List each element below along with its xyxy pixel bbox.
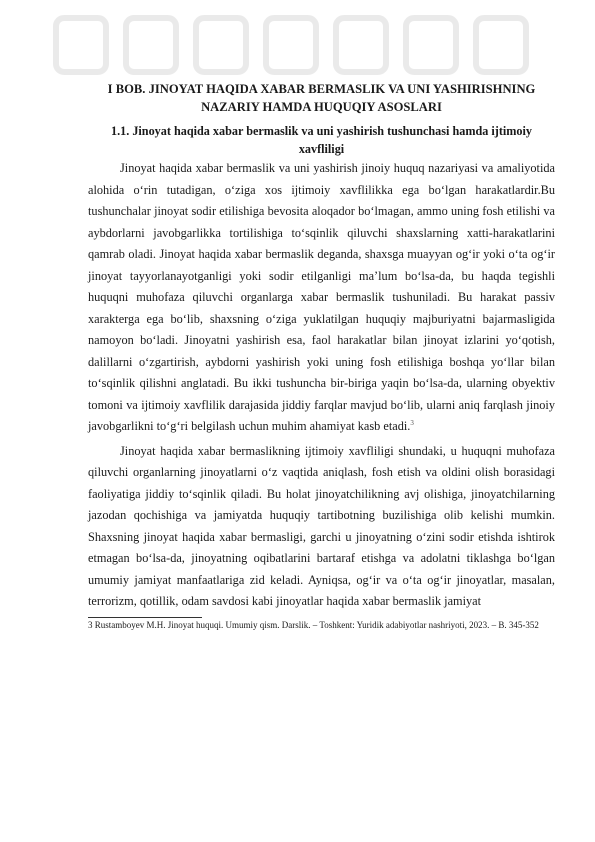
footnote-divider xyxy=(88,617,202,618)
paragraph-text: Jinoyat haqida xabar bermaslik va uni yashirish jinoiy huquq nazariyasi va amaliyotida alohida oʻrin tutadigan, oʻziga xos ijtimoiy xavflilikka ega boʻlgan harakatlardir.Bu tushunchalar jinoyat sodir etilishiga bevosita aloqador boʻlmagan, ammo uning fosh etilishi va aybdorlarni javobgarlikka tortilishiga toʻsqinlik qiluvchi shaxslarning xatti-harakatlarini qamrab oladi. Jinoyat haqida xabar bermaslik deganda, shaxsga muayyan ogʻir yoki oʻta ogʻir jinoyat tayyorlanayotganligi yoki sodir etilganligi maʼlum boʻlsa-da, bu haqda tegishli huquqni muhofaza qiluvchi organlarga xabar bermaslik tushuniladi. Bu harakat passiv xarakterga ega boʻlib, shaxsning oʻziga yuklatilgan huquqiy majburiyatni bajarmasligida namoyon boʻladi. Jinoyatni yashirish esa, faol harakatlar bilan jinoyat izlarini yoʻqotish, dalillarni oʻzgartirish, aybdorni yashirish yoki uning fosh etilishiga boshqa yoʻllar bilan toʻsqinlik qilishni anglatadi. Bu ikki tushuncha bir-biriga yaqin boʻlsa-da, ularning obyektiv tomoni va ijtimoiy xavflilik darajasida jiddiy farqlar mavjud boʻlib, ularni aniq farqlash jinoiy javobgarlikni toʻgʻri belgilash uchun muhim ahamiyat kasb etadi. xyxy=(88,161,555,433)
footnote: 3 Rustamboyev M.H. Jinoyat huquqi. Umumiy qism. Darslik. – Toshkent: Yuridik adabiyotlar nashriyoti, 2023. – B. 345-352 xyxy=(88,619,539,630)
document-page xyxy=(88,80,555,631)
body-paragraph: Jinoyat haqida xabar bermaslikning ijtimoiy xavfliligi shundaki, u huquqni muhofaza qiluvchi organlarning jinoyatlarni oʻz vaqtida aniqlash, fosh etish va oldini olish borasidagi faoliyatiga jiddiy toʻsqinlik qiladi. Bu holat jinoyatchilikning avj olishiga, jinoyatchilarning jazodan qochishiga va jamiyatda huquqiy tartibotning buzilishiga olib kelishi mumkin. Shaxsning jinoyat haqida xabar bermasligi, garchi u jinoyatning oʻzini sodir etishda ishtirok etmagan boʻlsa-da, jinoyatning oqibatlarini bartaraf etishga va adolatni tiklashga boʻlgan umumiy jamiyat manfaatlariga zid keladi. Ayniqsa, ogʻir va oʻta ogʻir jinoyatlar, masalan, terrorizm, qotillik, odam savdosi kabi jinoyatlar haqida xabar bermaslik jamiyat xyxy=(88,443,555,608)
chapter-title: I BOB. JINOYAT HAQIDA XABAR BERMASLIK VA UNI YASHIRISHNING NAZARIY HAMDA HUQUQIY ASOSLARI xyxy=(107,82,536,114)
footnote-reference[interactable]: 3 xyxy=(410,418,414,427)
body-paragraph xyxy=(88,158,555,438)
section-title: 1.1. Jinoyat haqida xabar bermaslik va uni yashirish tushunchasi hamda ijtimoiy xavfliligi xyxy=(110,124,533,156)
watermark-logo xyxy=(46,10,546,80)
